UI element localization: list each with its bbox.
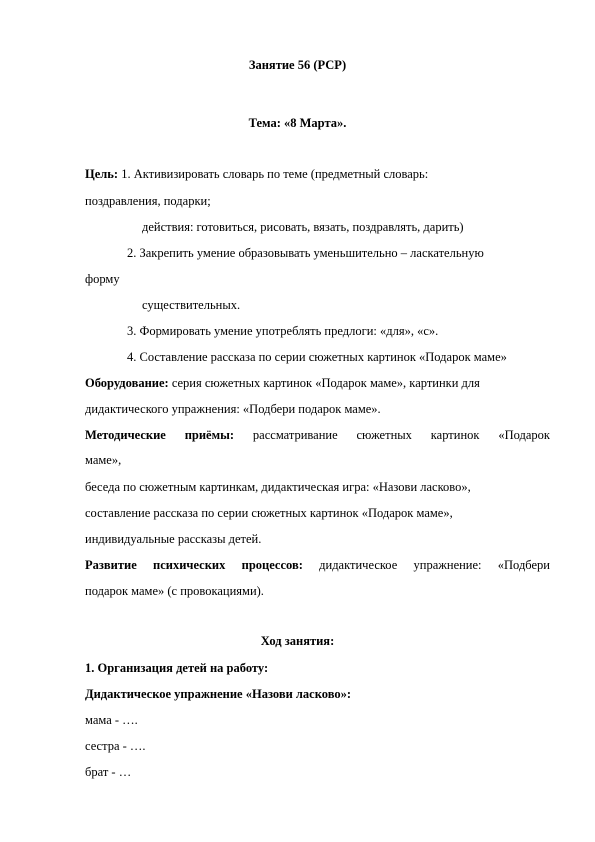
goal-item1-line3: действия: готовиться, рисовать, вязать, поздравлять, дарить) (142, 220, 464, 234)
goal-item4: 4. Составление рассказа по серии сюжетных картинок «Подарок маме» (127, 350, 507, 364)
goal-item3: 3. Формировать умение употреблять предлоги: «для», «с». (127, 324, 439, 338)
methods-line-2: маме», (85, 453, 122, 467)
goal-item1-line2: поздравления, подарки; (85, 194, 211, 208)
equipment-text-1: серия сюжетных картинок «Подарок маме», картинки для (168, 376, 480, 390)
development-text-1: дидактическое упражнение: «Подбери (302, 558, 550, 572)
exercise-heading: Дидактическое упражнение «Назови ласково»: (85, 687, 352, 701)
section-1-heading: 1. Организация детей на работу: (85, 661, 269, 675)
equipment-line-2: дидактического упражнения: «Подбери подарок маме». (85, 402, 381, 416)
lesson-progress-heading: Ход занятия: (260, 634, 335, 648)
development-label: Развитие психических процессов: (85, 558, 303, 572)
equipment-line-1 (85, 375, 480, 391)
goal-item1-line1: 1. Активизировать словарь по теме (предметный словарь: (118, 167, 429, 181)
methods-line-5: индивидуальные рассказы детей. (85, 532, 262, 546)
methods-line-3: беседа по сюжетным картинкам, дидактическая игра: «Назови ласково», (85, 480, 471, 494)
goal-item2-line2: форму (85, 272, 120, 286)
goal-line-1 (85, 166, 428, 182)
methods-line-4: составление рассказа по серии сюжетных картинок «Подарок маме», (85, 506, 453, 520)
lesson-title: Занятие 56 (РСР) (248, 58, 347, 72)
methods-text-1: рассматривание сюжетных картинок «Подарок (234, 428, 550, 442)
goal-item2-line3: существительных. (142, 298, 241, 312)
word-item-1: мама - …. (85, 713, 138, 727)
goal-label: Цель: (85, 167, 119, 181)
lesson-topic: Тема: «8 Марта». (248, 116, 347, 130)
methods-label: Методические приёмы: (85, 428, 235, 442)
methods-line-1 (85, 427, 550, 443)
equipment-label: Оборудование: (85, 376, 169, 390)
word-item-3: брат - … (85, 765, 132, 779)
development-line-2: подарок маме» (с провокациями). (85, 584, 264, 598)
development-line-1 (85, 557, 550, 573)
goal-item2-line1: 2. Закрепить умение образовывать уменьшительно – ласкательную (127, 246, 484, 260)
word-item-2: сестра - …. (85, 739, 146, 753)
